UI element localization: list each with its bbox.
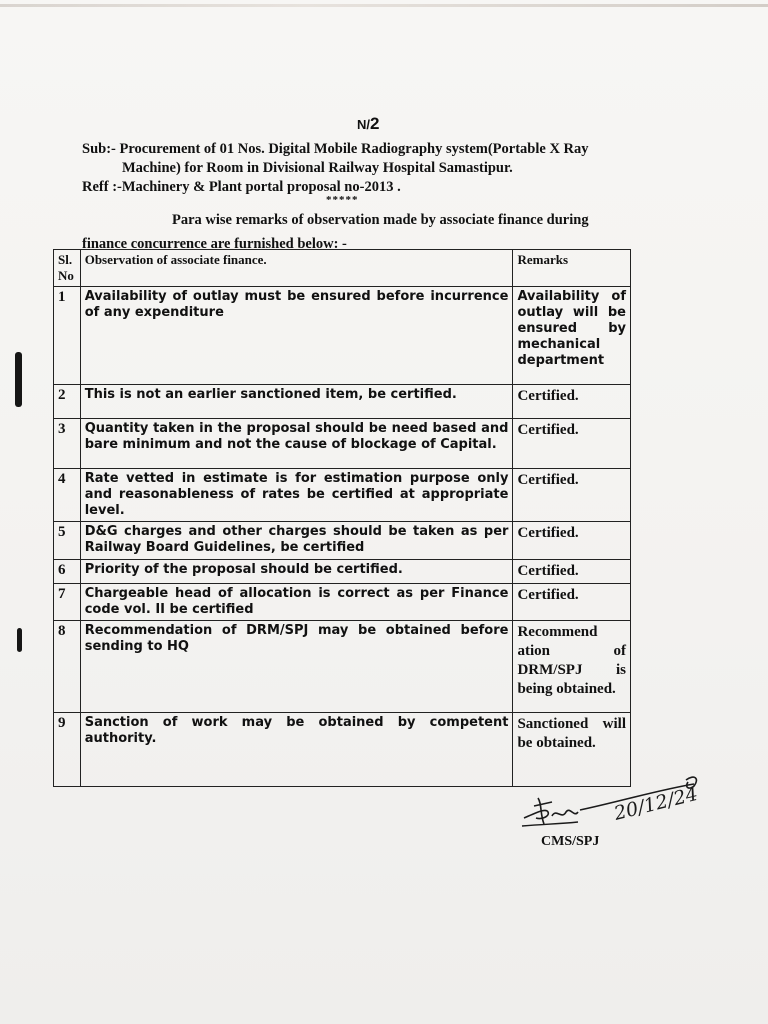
table-row [54,287,631,385]
observation-table [53,249,631,787]
row-sl: 9 [54,713,81,787]
table-row [54,385,631,419]
row-observation: Quantity taken in the proposal should be need based and bare minimum and not the cause of blockage of Capital. [80,419,513,469]
row-observation: Sanction of work may be obtained by competent authority. [80,713,513,787]
subject-line-2: Machine) for Room in Divisional Railway Hospital Samastipur. [122,160,513,176]
separator-stars: ***** [326,194,359,206]
page-top-edge [0,4,768,7]
header-sl-no: Sl. No [54,250,81,287]
row-observation: Recommendation of DRM/SPJ may be obtained before sending to HQ [80,621,513,713]
row-sl: 2 [54,385,81,419]
row-remarks: Recommend ation of DRM/SPJ is being obtained. [513,621,631,713]
row-observation: Availability of outlay must be ensured before incurrence of any expenditure [80,287,513,385]
intro-line-1: Para wise remarks of observation made by associate finance during [172,212,589,228]
header-observation: Observation of associate finance. [80,250,513,287]
row-sl: 8 [54,621,81,713]
row-remarks: Availability of outlay will be ensured by mechanical department [513,287,631,385]
row-remarks: Certified. [513,560,631,584]
row-remarks: Certified. [513,419,631,469]
signatory-designation: CMS/SPJ [541,834,600,849]
table-row [54,469,631,522]
reference-line: Reff :-Machinery & Plant portal proposal no-2013 . [82,179,401,195]
row-sl: 1 [54,287,81,385]
row-observation: Chargeable head of allocation is correct as per Finance code vol. II be certified [80,584,513,621]
table-header-row [54,250,631,287]
row-observation: D&G charges and other charges should be taken as per Railway Board Guidelines, be certified [80,522,513,560]
row-remarks: Certified. [513,385,631,419]
margin-punch-mark-lower [17,628,22,652]
subject-block [82,140,672,197]
subject-line-1: Sub:- Procurement of 01 Nos. Digital Mobile Radiography system(Portable X Ray [82,141,589,157]
row-sl: 5 [54,522,81,560]
row-observation: Priority of the proposal should be certified. [80,560,513,584]
row-remarks: Certified. [513,469,631,522]
header-remarks: Remarks [513,250,631,287]
row-remarks: Sanctioned will be obtained. [513,713,631,787]
row-remarks: Certified. [513,584,631,621]
row-sl: 4 [54,469,81,522]
reference-number [357,114,379,134]
intro-line-2: finance concurrence are furnished below: - [82,236,347,252]
table-row [54,621,631,713]
row-sl: 6 [54,560,81,584]
row-observation: Rate vetted in estimate is for estimation purpose only and reasonableness of rates be certified at appropriate level. [80,469,513,522]
row-sl: 7 [54,584,81,621]
table-row [54,419,631,469]
ref-digit: 2 [370,114,380,133]
ref-prefix: N/ [357,117,370,132]
row-sl: 3 [54,419,81,469]
row-remarks: Certified. [513,522,631,560]
table-row [54,560,631,584]
signature-date: 20/12/24 [611,782,701,825]
handwritten-signature [518,768,718,838]
margin-punch-mark [15,352,22,407]
table-row [54,522,631,560]
table-row [54,584,631,621]
row-observation: This is not an earlier sanctioned item, be certified. [80,385,513,419]
